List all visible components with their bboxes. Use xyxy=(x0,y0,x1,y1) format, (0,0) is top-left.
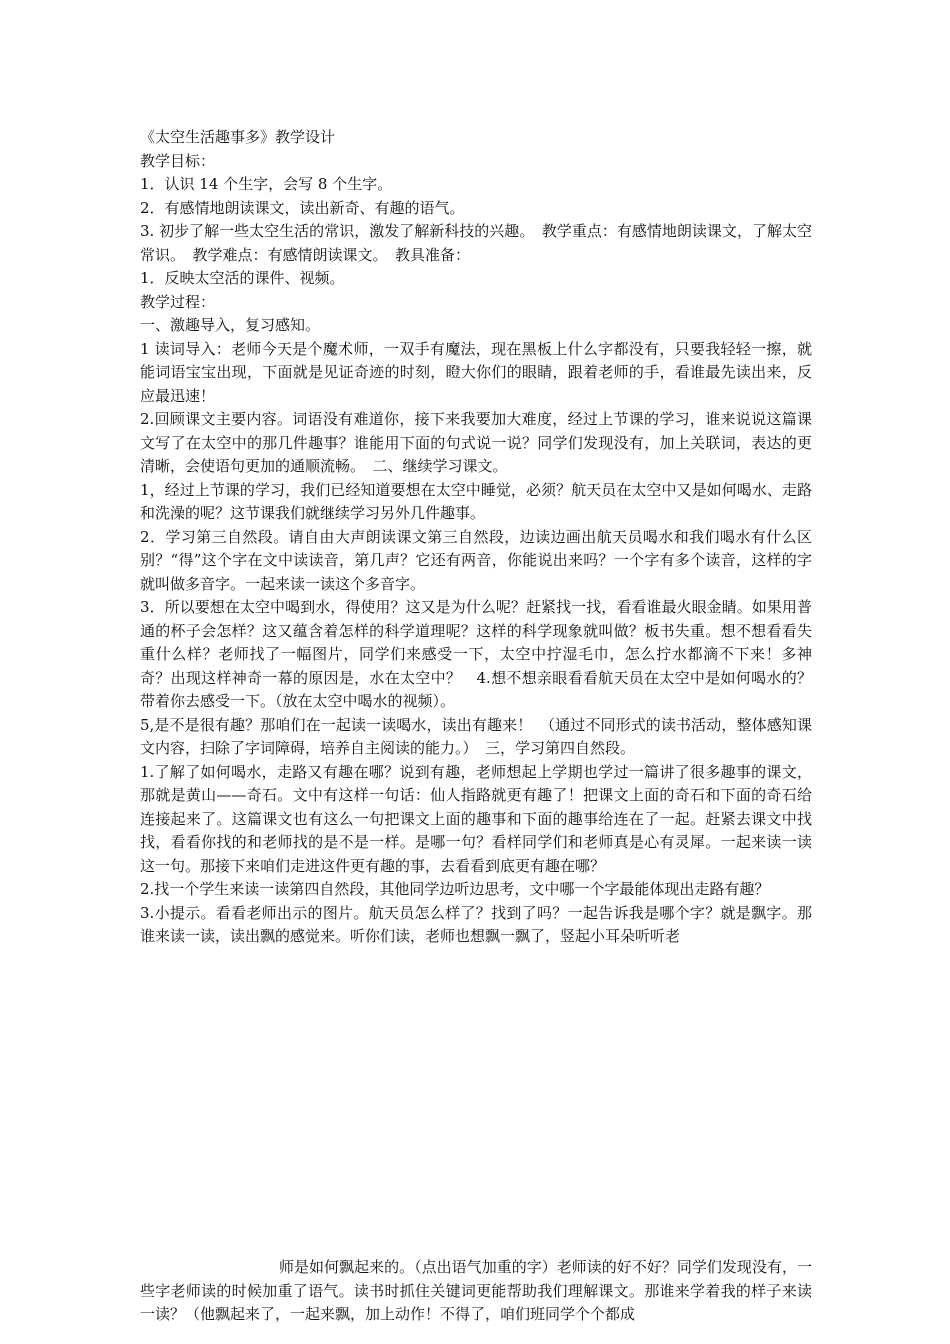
paragraph: 3.小提示。看看老师出示的图片。航天员怎么样了？找到了吗？一起告诉我是哪个字？就是飘字。那谁来读一读，读出飘的感觉来。听你们读，老师也想飘一飘了，竖起小耳朵听听老 xyxy=(140,903,812,945)
paragraph: 2.找一个学生来读一读第四自然段，其他同学边听边思考，文中哪一个字最能体现出走路有趣？ xyxy=(140,880,770,898)
objective-2: 2．有感情地朗读课文，读出新奇、有趣的语气。 xyxy=(140,198,465,217)
section-heading-process: 教学过程： xyxy=(140,292,216,311)
paragraph: 5,是不是很有趣？那咱们在一起读一读喝水，读出有趣来！ （通过不同形式的读书活动，整体感知课文内容，扫除了字词障碍，培养自主阅读的能力。） 三，学习第四自然段。 xyxy=(140,715,812,757)
step-heading-1: 一、激趣导入，复习感知。 xyxy=(140,316,321,334)
paragraph: 3．所以要想在太空中喝到水，得使用？这又是为什么呢？赶紧找一找，看看谁最火眼金睛。如果用普通的杯子会怎样？这又蕴含着怎样的科学道理呢？这样的科学现象就叫做？板书失重。想不想看看失重什么样？老师找了一幅图片，同学们来感受一下，太空中拧湿毛巾，怎么拧水都滴不下来！多神奇？出现这样神奇一幕的原因是，水在太空中？ 4.想不想亲眼看看航天员在太空中是如何喝水的？带着你去感受一下。（放在太空中喝水的视频）。 xyxy=(140,598,812,710)
objective-1: 1．认识 14 个生字，会写 8 个生字。 xyxy=(140,175,393,193)
document-body-bottom xyxy=(140,1256,812,1327)
paragraph: 2.回顾课文主要内容。词语没有难道你，接下来我要加大难度，经过上节课的学习，谁来说说这篇课文写了在太空中的那几件趣事？谁能用下面的句式说一说？同学们发现没有，加上关联词，表达的更清晰，会使语句更加的通顺流畅。 二、继续学习课文。 xyxy=(140,410,812,475)
objective-3: 3. 初步了解一些太空生活的常识，激发了解新科技的兴趣。 教学重点：有感情地朗读课文，了解太空常识。 教学难点：有感情朗读课文。 教具准备： xyxy=(140,222,812,264)
paragraph: 1，经过上节课的学习，我们已经知道要想在太空中睡觉，必须？航天员在太空中又是如何喝水、走路和洗澡的呢？这节课我们就继续学习另外几件趣事。 xyxy=(140,480,812,522)
paragraph: 2．学习第三自然段。请自由大声朗读课文第三自然段，边读边画出航天员喝水和我们喝水有什么区别？“得”这个字在文中读读音，第几声？它还有两音，你能说出来吗？一个字有多个读音，这样的字就叫做多音字。一起来读一读这个多音字。 xyxy=(140,527,812,593)
paragraph-continued: 师是如何飘起来的。（点出语气加重的字）老师读的好不好？同学们发现没有，一些字老师读的时候加重了语气。读书时抓住关键词更能帮助我们理解课文。那谁来学着我的样子来读一读？（他飘起来了，一起来飘，加上动作！不得了，咱们班同学个个都成 xyxy=(140,1258,812,1323)
section-heading-objectives: 教学目标： xyxy=(140,151,216,170)
document-title: 《太空生活趣事多》教学设计 xyxy=(140,128,336,146)
paragraph: 1 读词导入：老师今天是个魔术师，一双手有魔法，现在黑板上什么字都没有，只要我轻轻一擦，就能词语宝宝出现，下面就是见证奇迹的时刻，瞪大你们的眼睛，跟着老师的手，看谁最先读出来，反应最迅速！ xyxy=(140,339,812,405)
paragraph: 1.了解了如何喝水，走路又有趣在哪？说到有趣，老师想起上学期也学过一篇讲了很多趣事的课文，那就是黄山——奇石。文中有这样一句话：仙人指路就更有趣了！把课文上面的奇石和下面的奇石给连接起来了。这篇课文也有这么一句把课文上面的趣事和下面的趣事给连在了一起。赶紧去课文中找找，看看你找的和老师找的是不是一样。是哪一句？看样同学们和老师真是心有灵犀。一起来读一读这一句。那接下来咱们走进这件更有趣的事，去看看到底更有趣在哪？ xyxy=(140,762,812,875)
document-body-top xyxy=(140,126,812,949)
materials-1: 1．反映太空活的课件、视频。 xyxy=(140,269,345,287)
